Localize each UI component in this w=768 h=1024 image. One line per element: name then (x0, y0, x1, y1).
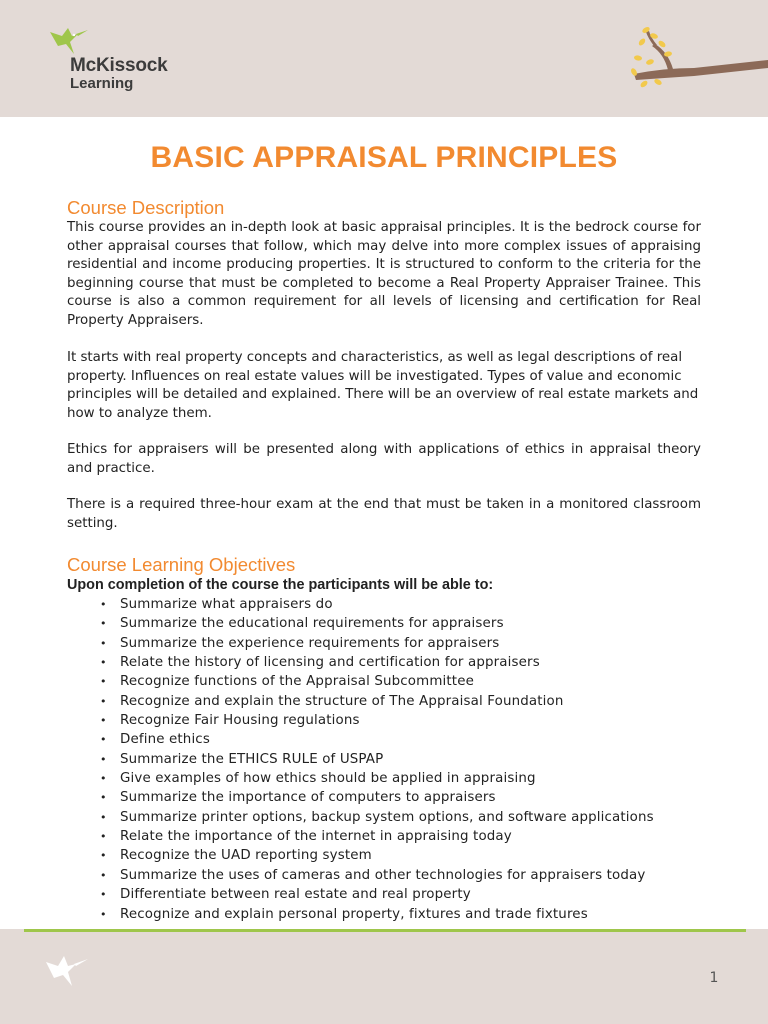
description-paragraph-3: Ethics for appraisers will be presented along with applications of ethics in appraisal theory and practice. (67, 442, 701, 476)
objectives-lead: Upon completion of the course the participants will be able to: (67, 577, 494, 593)
description-paragraph-1: This course provides an in-depth look at basic appraisal principles. It is the bedrock course for other appraisal courses that follow, which may delve into more complex issues of appraising residential and income producing properties. It is structured to conform to the criteria for the beginning course that must be completed to become a Real Property Appraiser Trainee. This course is also a common requirement for all levels of licensing and certification for Real Property Appraisers. (67, 220, 701, 328)
logo-wordmark-line1: McKissock (70, 55, 168, 76)
bullet-icon: • (100, 888, 107, 902)
page-title: BASIC APPRAISAL PRINCIPLES (150, 141, 618, 174)
logo-wordmark-line2: Learning (70, 75, 134, 92)
list-item (100, 788, 654, 807)
list-item-text: Summarize the experience requirements for appraisers (120, 635, 500, 651)
list-item-text: Summarize the educational requirements for appraisers (120, 616, 504, 632)
list-item-text: Summarize what appraisers do (120, 597, 333, 612)
objectives-list (100, 595, 654, 924)
list-item-text: Summarize the importance of computers to appraisers (120, 790, 496, 806)
list-item-text: Differentiate between real estate and real property (120, 887, 471, 903)
bullet-icon: • (100, 598, 107, 611)
hummingbird-logo-icon (48, 24, 92, 58)
list-item-text: Recognize and explain personal property, fixtures and trade fixtures (120, 906, 588, 922)
list-item-text: Relate the history of licensing and certification for appraisers (120, 655, 540, 671)
course-description-heading: Course Description (67, 197, 225, 218)
list-item-text: Relate the importance of the internet in appraising today (120, 829, 512, 845)
bullet-icon: • (100, 752, 107, 766)
list-item-text: Summarize the ETHICS RULE of USPAP (120, 751, 384, 767)
list-item (100, 653, 654, 672)
list-item (100, 846, 654, 865)
list-item (100, 672, 654, 691)
list-item (100, 769, 654, 788)
bullet-icon: • (100, 868, 107, 882)
list-item-text: Recognize Fair Housing regulations (120, 713, 360, 729)
bullet-icon: • (100, 772, 107, 786)
list-item (100, 730, 654, 749)
learning-objectives-heading: Course Learning Objectives (67, 554, 296, 575)
list-item (100, 595, 654, 614)
list-item (100, 885, 654, 904)
list-item (100, 692, 654, 711)
bullet-icon: • (100, 694, 107, 708)
bullet-icon: • (100, 675, 107, 689)
bullet-icon: • (100, 791, 107, 805)
list-item (100, 750, 654, 769)
list-item-text: Give examples of how ethics should be applied in appraising (120, 771, 536, 787)
footer-divider (24, 929, 746, 932)
list-item-text: Recognize the UAD reporting system (120, 848, 372, 864)
bullet-icon: • (100, 733, 107, 747)
bullet-icon: • (100, 907, 107, 921)
list-item (100, 614, 654, 633)
list-item (100, 827, 654, 846)
description-paragraph-4: There is a required three-hour exam at the end that must be taken in a monitored classroom setting. (67, 497, 701, 531)
list-item (100, 634, 654, 653)
bullet-icon: • (100, 849, 107, 863)
list-item-text: Summarize the uses of cameras and other technologies for appraisers today (120, 867, 646, 883)
list-item (100, 711, 654, 730)
list-item (100, 905, 654, 924)
bullet-icon: • (100, 636, 107, 650)
mckissock-logo (48, 24, 198, 94)
hummingbird-icon (44, 952, 90, 990)
bullet-icon: • (100, 714, 107, 728)
footer-band (0, 929, 768, 1024)
bullet-icon: • (100, 830, 107, 844)
bullet-icon: • (100, 656, 107, 670)
list-item (100, 808, 654, 827)
list-item-text: Summarize printer options, backup system options, and software applications (120, 809, 654, 825)
tree-branch-icon (624, 24, 768, 96)
bullet-icon: • (100, 810, 107, 824)
list-item-text: Recognize functions of the Appraisal Subcommittee (120, 674, 474, 690)
description-paragraph-2: It starts with real property concepts and characteristics, as well as legal descriptions of real property. Influences on real estate values will be investigated. Types of value and economic principles will be detailed and explained. There will be an overview of real estate markets and how to analyze them. (67, 350, 699, 421)
list-item-text: Define ethics (120, 732, 210, 748)
list-item (100, 866, 654, 885)
bullet-icon: • (100, 617, 107, 631)
list-item-text: Recognize and explain the structure of The Appraisal Foundation (120, 693, 564, 709)
page-number: 1 (709, 970, 719, 986)
